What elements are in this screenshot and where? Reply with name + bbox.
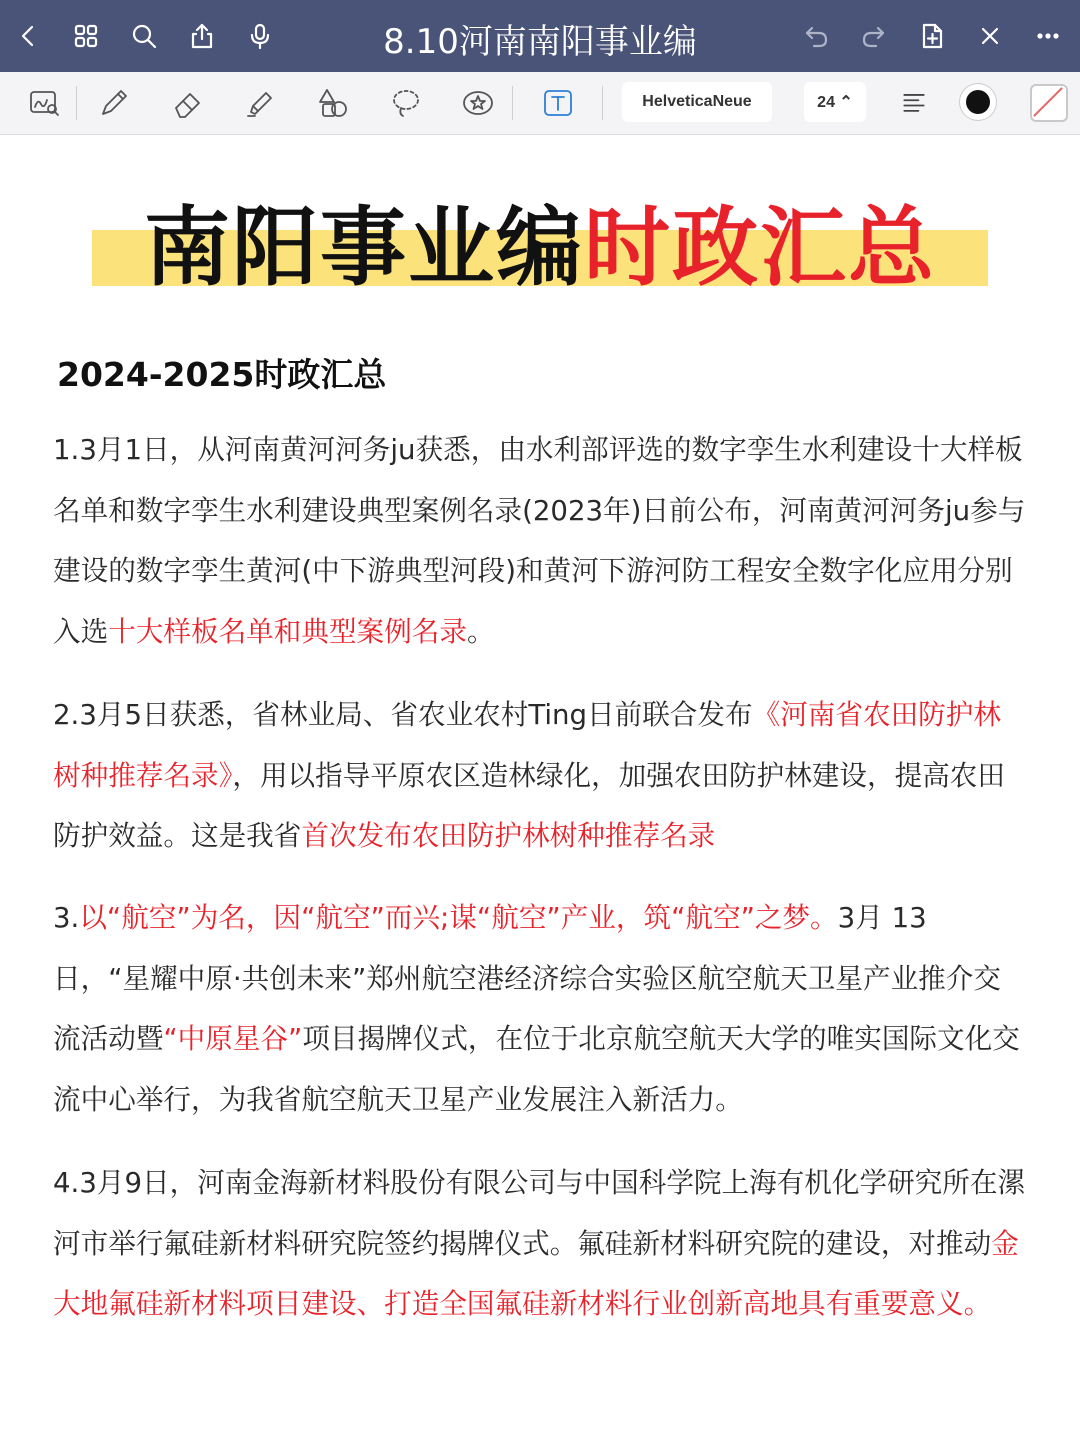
color-swatch-black	[966, 90, 990, 114]
news-item-1	[53, 420, 1027, 662]
news-text: 。	[466, 614, 495, 648]
zoom-window-icon[interactable]	[22, 82, 66, 124]
align-left-icon[interactable]	[892, 82, 936, 122]
section-title: 2024-2025时政汇总	[57, 355, 387, 394]
lasso-icon[interactable]	[384, 82, 428, 124]
undo-icon[interactable]	[796, 16, 836, 56]
news-text: 3月 13 日，“星耀中原·共创未来”郑州航空港经济综合实验区航空航天卫星产业推介交流活动暨	[53, 901, 1001, 1055]
text-tool-icon[interactable]	[536, 82, 580, 124]
microphone-icon[interactable]	[240, 16, 280, 56]
toolbar-divider	[602, 86, 603, 120]
news-highlight: 以“航空”为名，因“航空”而兴;谋“航空”产业，筑“航空”之梦。	[79, 901, 838, 934]
toolbar-divider	[76, 86, 77, 120]
redo-icon[interactable]	[854, 16, 894, 56]
pen-icon[interactable]	[92, 82, 136, 124]
document-title: 8.10河南南阳事业编	[383, 22, 697, 62]
add-page-icon[interactable]	[912, 16, 952, 56]
back-chevron-icon[interactable]	[8, 16, 48, 56]
headline-black-part: 南阳事业编	[144, 197, 584, 298]
news-text: 4.3月9日，河南金海新材料股份有限公司与中国科学院上海有机化学研究所在漯河市举行氟硅新材料研究院签约揭牌仪式。氟硅新材料研究院的建设，对推动	[53, 1166, 1026, 1260]
eraser-icon[interactable]	[166, 82, 210, 124]
news-highlight: 十大样板名单和典型案例名录	[108, 614, 467, 648]
close-icon[interactable]	[970, 16, 1010, 56]
toolbar-divider	[512, 86, 513, 120]
font-family-selector[interactable]: HelveticaNeue	[622, 82, 772, 122]
top-navigation-bar	[0, 0, 1080, 72]
news-text: 1.3月1日，从河南黄河河务ju获悉，由水利部评选的数字孪生水利建设十大样板名单和数字孪生水利建设典型案例名录(2023年)日前公布，河南黄河河务ju参与建设的数字孪生黄河(中下游典型河段)和黄河下游河防工程安全数字化应用分别入选	[53, 433, 1026, 648]
no-fill-icon[interactable]	[1030, 84, 1068, 122]
news-text: 3.	[53, 901, 80, 934]
more-options-icon[interactable]	[1028, 16, 1068, 56]
news-highlight: 《河南省农田防护林树种推荐名录》	[53, 698, 1001, 792]
search-icon[interactable]	[124, 16, 164, 56]
news-text: ，用以指导平原农区造林绿化，加强农田防护林建设，提高农田防护效益。这是我省	[53, 758, 1005, 852]
sticker-icon[interactable]	[456, 82, 500, 124]
shapes-icon[interactable]	[310, 82, 354, 124]
headline-red-part: 时政汇总	[584, 197, 936, 298]
news-highlight: “中原星谷”	[163, 1022, 303, 1055]
highlighter-icon[interactable]	[238, 82, 282, 124]
news-highlight: 首次发布农田防护林树种推荐名录	[301, 819, 716, 852]
share-icon[interactable]	[182, 16, 222, 56]
text-color-picker[interactable]	[960, 84, 996, 120]
news-highlight: 金大地氟硅新材料项目建设、打造全国氟硅新材料行业创新高地具有重要意义。	[53, 1226, 1019, 1320]
news-text: 2.3月5日获悉，省林业局、省农业农村Ting日前联合发布	[53, 698, 753, 731]
news-item-4	[53, 1153, 1027, 1335]
page-headline	[0, 178, 1080, 302]
news-item-3	[53, 888, 1027, 1130]
news-item-2	[53, 685, 1027, 867]
grid-view-icon[interactable]	[66, 16, 106, 56]
font-size-selector[interactable]: 24 ⌃	[804, 82, 866, 122]
news-text: 项目揭牌仪式，在位于北京航空航天大学的唯实国际文化交流中心举行，为我省航空航天卫星产业发展注入新活力。	[53, 1022, 1020, 1116]
